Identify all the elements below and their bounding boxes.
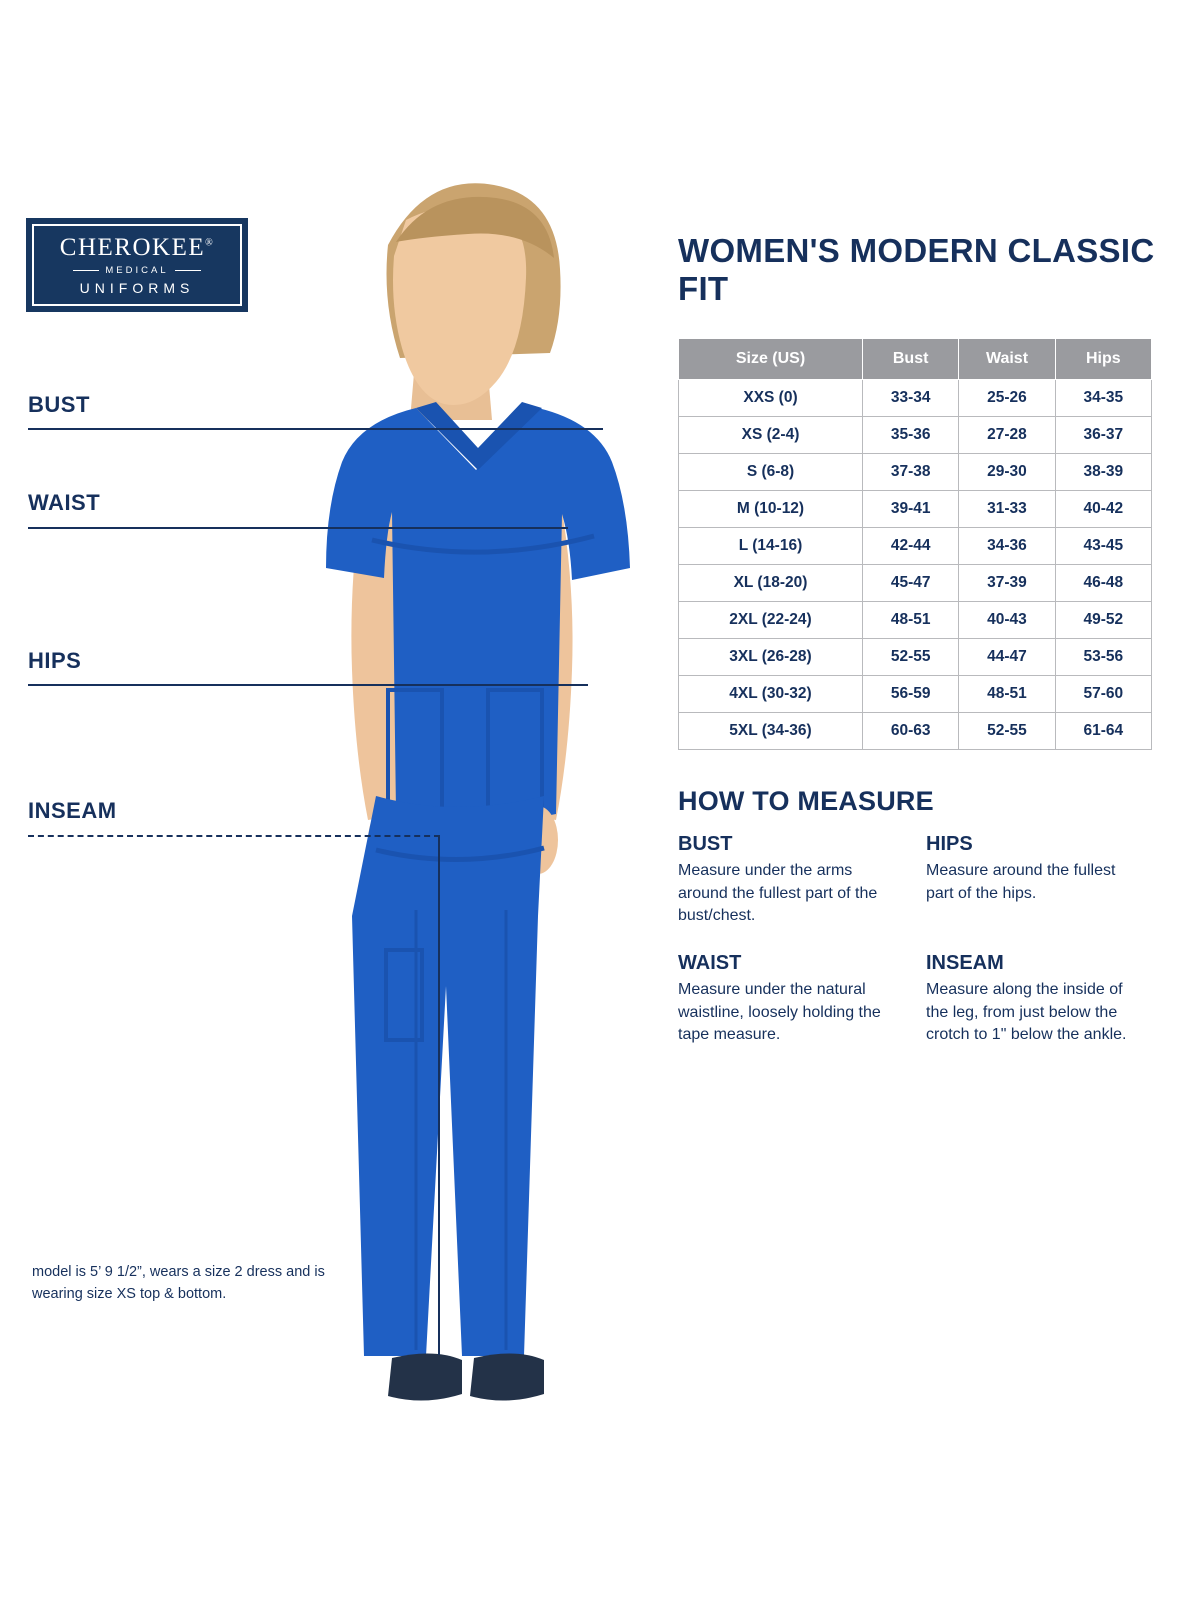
- htm-bust-text: Measure under the arms around the fullest part of the bust/chest.: [678, 861, 878, 925]
- logo-medical-text: MEDICAL: [105, 265, 169, 276]
- cell-hips: 61-64: [1055, 712, 1151, 749]
- cell-hips: 57-60: [1055, 675, 1151, 712]
- htm-waist-text: Measure under the natural waistline, loosely holding the tape measure.: [678, 981, 881, 1044]
- table-row: [679, 416, 1152, 453]
- cell-bust: 39-41: [863, 490, 959, 527]
- cell-bust: 35-36: [863, 416, 959, 453]
- table-row: [679, 527, 1152, 564]
- cell-size: S (6-8): [679, 453, 863, 490]
- cell-hips: 34-35: [1055, 379, 1151, 416]
- registered-mark-icon: ®: [205, 237, 215, 249]
- cell-waist: 44-47: [959, 638, 1055, 675]
- cell-bust: 45-47: [863, 564, 959, 601]
- cell-hips: 53-56: [1055, 638, 1151, 675]
- table-row: [679, 675, 1152, 712]
- cell-size: XXS (0): [679, 379, 863, 416]
- how-to-measure-item-inseam: [926, 952, 1158, 1047]
- cell-waist: 40-43: [959, 601, 1055, 638]
- cell-hips: 46-48: [1055, 564, 1151, 601]
- cell-waist: 37-39: [959, 564, 1055, 601]
- cell-waist: 48-51: [959, 675, 1055, 712]
- table-row: [679, 453, 1152, 490]
- label-hips: HIPS: [28, 648, 82, 673]
- model-illustration: [220, 150, 650, 1450]
- cell-waist: 34-36: [959, 527, 1055, 564]
- cell-size: XL (18-20): [679, 564, 863, 601]
- cell-size: L (14-16): [679, 527, 863, 564]
- htm-hips-text: Measure around the fullest part of the hips.: [926, 861, 1116, 902]
- table-row: [679, 564, 1152, 601]
- cell-hips: 38-39: [1055, 453, 1151, 490]
- how-to-measure-item-bust: [678, 833, 926, 928]
- cell-waist: 52-55: [959, 712, 1055, 749]
- cell-size: XS (2-4): [679, 416, 863, 453]
- header-hips: Hips: [1055, 338, 1151, 379]
- logo-brand-name: [60, 234, 214, 262]
- htm-bust-title: BUST: [678, 832, 733, 855]
- cell-hips: 43-45: [1055, 527, 1151, 564]
- header-waist: Waist: [959, 338, 1055, 379]
- cell-size: 2XL (22-24): [679, 601, 863, 638]
- how-to-measure-heading: HOW TO MEASURE: [678, 785, 934, 816]
- line-inseam: [28, 835, 440, 837]
- cell-hips: 40-42: [1055, 490, 1151, 527]
- cell-waist: 29-30: [959, 453, 1055, 490]
- logo-line-medical: [73, 265, 200, 276]
- cell-hips: 49-52: [1055, 601, 1151, 638]
- how-to-measure-item-waist: [678, 952, 926, 1047]
- htm-waist-title: WAIST: [678, 952, 742, 975]
- label-bust: BUST: [28, 392, 90, 417]
- logo-line-uniforms: UNIFORMS: [79, 280, 195, 296]
- cell-bust: 42-44: [863, 527, 959, 564]
- how-to-measure-grid: [678, 833, 1158, 1047]
- label-inseam: INSEAM: [28, 798, 117, 823]
- cell-bust: 56-59: [863, 675, 959, 712]
- right-column: [678, 232, 1158, 1047]
- size-chart-table: [678, 338, 1152, 750]
- cell-waist: 27-28: [959, 416, 1055, 453]
- cell-waist: 31-33: [959, 490, 1055, 527]
- cell-bust: 37-38: [863, 453, 959, 490]
- header-bust: Bust: [863, 338, 959, 379]
- how-to-measure-item-hips: [926, 833, 1158, 928]
- cell-bust: 52-55: [863, 638, 959, 675]
- cell-size: M (10-12): [679, 490, 863, 527]
- table-row: [679, 638, 1152, 675]
- cell-bust: 33-34: [863, 379, 959, 416]
- logo-brand-text: CHEROKEE: [59, 234, 206, 261]
- cell-hips: 36-37: [1055, 416, 1151, 453]
- logo-inner-border: [32, 224, 242, 306]
- table-row: [679, 490, 1152, 527]
- cherokee-logo: [28, 220, 246, 310]
- htm-hips-title: HIPS: [926, 832, 973, 855]
- page-title: WOMEN'S MODERN CLASSIC FIT: [678, 232, 1155, 307]
- cell-size: 3XL (26-28): [679, 638, 863, 675]
- cell-size: 5XL (34-36): [679, 712, 863, 749]
- line-hips: [28, 684, 588, 686]
- line-inseam-vertical: [438, 835, 440, 1355]
- model-note: model is 5’ 9 1/2”, wears a size 2 dress and is wearing size XS top & bottom.: [32, 1264, 325, 1302]
- cell-bust: 48-51: [863, 601, 959, 638]
- htm-inseam-title: INSEAM: [926, 952, 1004, 975]
- model-photo: [220, 150, 650, 1450]
- table-header-row: [679, 338, 1152, 379]
- cell-waist: 25-26: [959, 379, 1055, 416]
- table-row: [679, 379, 1152, 416]
- label-waist: WAIST: [28, 490, 101, 515]
- cell-size: 4XL (30-32): [679, 675, 863, 712]
- line-bust: [28, 428, 603, 430]
- htm-inseam-text: Measure along the inside of the leg, from just below the crotch to 1" below the ankle.: [926, 981, 1127, 1044]
- line-waist: [28, 527, 568, 529]
- table-row: [679, 712, 1152, 749]
- cell-bust: 60-63: [863, 712, 959, 749]
- table-row: [679, 601, 1152, 638]
- header-size: Size (US): [679, 338, 863, 379]
